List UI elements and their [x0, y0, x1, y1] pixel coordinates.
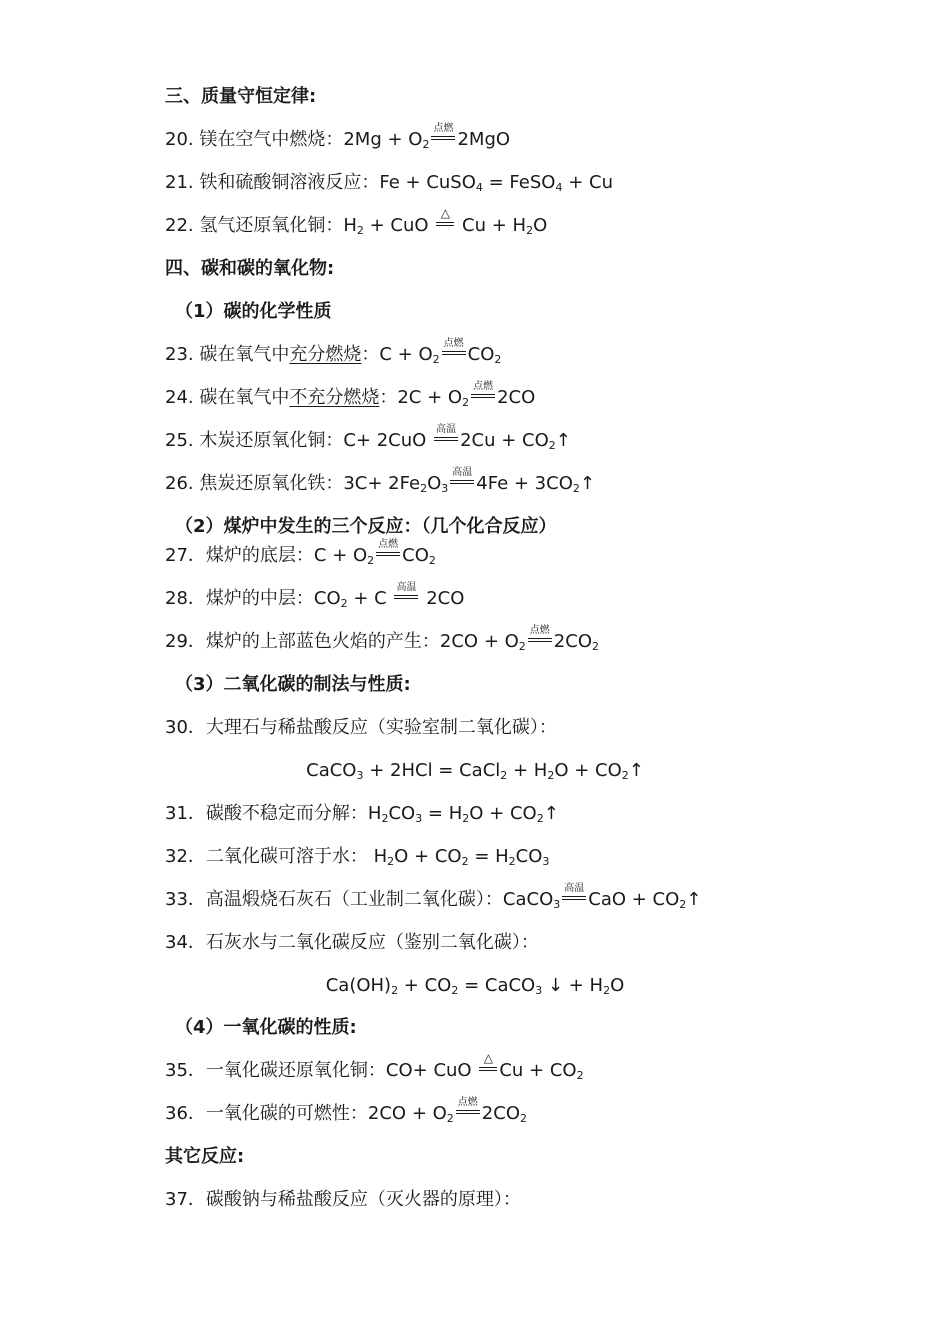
reaction-label: 27．煤炉的底层：	[165, 545, 314, 566]
condition-line	[479, 1067, 497, 1068]
reaction-30-equation	[0, 756, 950, 786]
subscript: 2	[422, 138, 430, 151]
subscript: 2	[536, 812, 544, 825]
reactants: CaCO	[502, 889, 554, 910]
underlined-term: 不充分燃烧	[289, 387, 380, 408]
gas-arrow: ↑	[579, 473, 595, 494]
equation-part: + H	[507, 760, 548, 781]
condition-high-temp	[450, 469, 474, 499]
products: CO	[402, 545, 429, 566]
condition-ignite	[528, 627, 552, 657]
condition-line	[431, 139, 455, 140]
subscript: 2	[432, 353, 440, 366]
products: 2CO	[481, 1103, 520, 1124]
equation-part: CaCO	[306, 760, 357, 781]
condition-line	[450, 483, 474, 484]
condition-ignite	[456, 1099, 480, 1129]
subscript: 2	[603, 984, 611, 997]
colon: ：	[379, 387, 398, 408]
subscript: 2	[451, 984, 459, 997]
section-heading-carbon: 四、碳和碳的氧化物:	[165, 258, 335, 279]
condition-line	[528, 638, 552, 639]
subscript: 2	[621, 769, 629, 782]
subscript: 3	[535, 984, 543, 997]
condition-line	[450, 480, 474, 481]
reactants: 2C + O	[397, 387, 463, 408]
subscript: 2	[387, 855, 395, 868]
subscript: 3	[441, 482, 449, 495]
subscript: 2	[461, 855, 469, 868]
subscript: 2	[367, 554, 375, 567]
condition-ignite	[471, 383, 495, 413]
reaction-label: 24. 碳在氧气中	[165, 387, 290, 408]
reaction-36	[165, 1099, 890, 1129]
condition-line	[562, 899, 586, 900]
reaction-22	[165, 206, 890, 241]
condition-text: 点燃	[457, 1097, 478, 1108]
equation-part: CO	[388, 803, 416, 824]
condition-high-temp	[562, 885, 586, 915]
products: Cu + CO	[499, 1060, 577, 1081]
condition-text: △	[483, 1051, 493, 1065]
condition-line	[562, 896, 586, 897]
subscript: 3	[553, 898, 561, 911]
reaction-label: 31．碳酸不稳定而分解：	[165, 803, 368, 824]
colon: ：	[361, 344, 380, 365]
reaction-34-label: 34．石灰水与二氧化碳反应（鉴别二氧化碳）：	[165, 932, 539, 953]
reaction-31	[165, 799, 890, 829]
products: 4Fe + 3CO	[476, 473, 573, 494]
condition-line	[471, 397, 495, 398]
equation-part: ↓ + H	[542, 975, 604, 996]
subscript: 2	[500, 769, 508, 782]
equation-part: O + CO	[554, 760, 622, 781]
reaction-label: 25. 木炭还原氧化铜：	[165, 430, 344, 451]
subscript: 2	[356, 224, 364, 237]
products: 2MgO	[457, 129, 511, 150]
underlined-term: 充分燃烧	[289, 344, 362, 365]
condition-text: 高温	[452, 467, 473, 478]
reactants: O	[427, 473, 442, 494]
reaction-label: 22. 氢气还原氧化铜：	[165, 215, 344, 236]
subscript: 2	[526, 224, 534, 237]
reaction-label: 20. 镁在空气中燃烧：	[165, 129, 344, 150]
subscript: 3	[542, 855, 550, 868]
subscript: 2	[462, 812, 470, 825]
subscript: 2	[592, 640, 599, 653]
reaction-23	[165, 340, 890, 370]
condition-line	[479, 1070, 497, 1071]
subsection-heading-furnace: （2）煤炉中发生的三个反应：（几个化合反应）	[175, 516, 557, 537]
condition-line	[436, 222, 454, 223]
condition-line	[376, 552, 400, 553]
equation-part: + CuO	[363, 215, 435, 236]
subsection-heading-co: （4）一氧化碳的性质:	[175, 1017, 357, 1038]
equation-part: O	[533, 215, 548, 236]
equation-part: = H	[422, 803, 463, 824]
reaction-27	[165, 541, 890, 571]
condition-line	[442, 351, 466, 352]
subscript: 3	[415, 812, 423, 825]
reactants: 3C+ 2Fe	[343, 473, 421, 494]
condition-line	[456, 1110, 480, 1111]
subscript: 4	[475, 181, 483, 194]
condition-text: 点燃	[473, 381, 494, 392]
reaction-37-label: 37．碳酸钠与稀盐酸反应（灭火器的原理）：	[165, 1189, 521, 1210]
subscript: 2	[576, 1069, 584, 1082]
condition-text: 点燃	[443, 338, 464, 349]
reactants: C + O	[379, 344, 433, 365]
condition-heat	[479, 1051, 497, 1086]
subsection-heading-carbon-chemistry: （1）碳的化学性质	[175, 301, 332, 322]
gas-arrow: ↑	[628, 760, 644, 781]
equation-part: Cu + H	[456, 215, 527, 236]
equation-part: = H	[468, 846, 509, 867]
equation-part: H	[343, 215, 357, 236]
products: 2Cu + CO	[460, 430, 549, 451]
condition-text: 高温	[436, 424, 457, 435]
reactants: CO	[313, 588, 341, 609]
reaction-label: 26. 焦炭还原氧化铁：	[165, 473, 344, 494]
reaction-24	[165, 383, 890, 413]
reactants: 2CO + O	[367, 1103, 447, 1124]
reaction-34-equation	[0, 971, 950, 1001]
subscript: 4	[555, 181, 563, 194]
condition-line	[471, 394, 495, 395]
condition-line	[456, 1113, 480, 1114]
reaction-28	[165, 584, 890, 614]
equation-part: + 2HCl = CaCl	[363, 760, 501, 781]
reaction-label: 28．煤炉的中层：	[165, 588, 314, 609]
equation-part: CO	[515, 846, 543, 867]
equation-part: H	[367, 803, 382, 824]
condition-ignite	[442, 340, 466, 370]
products: 2CO	[553, 631, 592, 652]
condition-line	[434, 437, 458, 438]
condition-line	[434, 440, 458, 441]
equation-part: Fe + CuSO	[379, 172, 476, 193]
subscript: 2	[508, 855, 516, 868]
reaction-20	[165, 125, 890, 155]
condition-line	[436, 225, 454, 226]
equation-part: + CO	[398, 975, 452, 996]
reaction-label: 21. 铁和硫酸铜溶液反应：	[165, 172, 380, 193]
condition-text: 高温	[396, 582, 417, 593]
gas-arrow: ↑	[686, 889, 702, 910]
reaction-25	[165, 426, 890, 456]
products: 2CO	[497, 387, 536, 408]
equation-part: H	[373, 846, 388, 867]
condition-text: 点燃	[529, 625, 550, 636]
reaction-label: 29．煤炉的上部蓝色火焰的产生：	[165, 631, 440, 652]
equation-part: = FeSO	[482, 172, 556, 193]
subscript: 3	[356, 769, 364, 782]
reaction-35	[165, 1051, 890, 1086]
subscript: 2	[520, 1112, 527, 1125]
subscript: 2	[572, 482, 580, 495]
subscript: 2	[679, 898, 687, 911]
equation-part: Ca(OH)	[325, 975, 392, 996]
equation-part: O + CO	[394, 846, 462, 867]
condition-text: 点燃	[433, 123, 454, 134]
section-heading-mass-conservation: 三、质量守恒定律:	[165, 86, 317, 107]
subscript: 2	[462, 396, 470, 409]
reactants: + C	[347, 588, 393, 609]
condition-line	[528, 641, 552, 642]
reaction-label: 35．一氧化碳还原氧化铜：	[165, 1060, 386, 1081]
subscript: 2	[446, 1112, 454, 1125]
condition-heat	[436, 206, 454, 241]
reaction-label: 36．一氧化碳的可燃性：	[165, 1103, 368, 1124]
reactants: C + O	[313, 545, 368, 566]
subscript: 2	[547, 769, 555, 782]
condition-line	[431, 136, 455, 137]
condition-high-temp	[394, 584, 418, 614]
equation-part: = CaCO	[458, 975, 536, 996]
reaction-26	[165, 469, 890, 499]
condition-text: △	[440, 206, 450, 220]
reactants: C+ 2CuO	[343, 430, 433, 451]
products: 2CO	[420, 588, 465, 609]
reaction-32	[165, 842, 890, 872]
condition-line	[394, 595, 418, 596]
condition-text: 点燃	[378, 539, 399, 550]
gas-arrow: ↑	[555, 430, 571, 451]
reactants: CO+ CuO	[385, 1060, 478, 1081]
reaction-label: 23. 碳在氧气中	[165, 344, 290, 365]
subsection-heading-co2: （3）二氧化碳的制法与性质:	[175, 674, 411, 695]
products: CaO + CO	[588, 889, 680, 910]
gas-arrow: ↑	[543, 803, 559, 824]
condition-ignite	[376, 541, 400, 571]
subscript: 2	[340, 597, 348, 610]
reaction-33	[165, 885, 890, 915]
subscript: 2	[494, 353, 502, 366]
condition-line	[394, 598, 418, 599]
subscript: 2	[420, 482, 428, 495]
condition-text: 高温	[564, 883, 585, 894]
condition-line	[376, 555, 400, 556]
reaction-30-label: 30．大理石与稀盐酸反应（实验室制二氧化碳）：	[165, 717, 557, 738]
reaction-29	[165, 627, 890, 657]
equation-part: O + CO	[469, 803, 537, 824]
condition-high-temp	[434, 426, 458, 456]
products: CO	[467, 344, 495, 365]
reaction-21	[165, 168, 890, 198]
subscript: 2	[391, 984, 399, 997]
subscript: 2	[381, 812, 389, 825]
equation-part: + Cu	[562, 172, 613, 193]
reactants: 2Mg + O	[343, 129, 423, 150]
reactants: 2CO + O	[439, 631, 519, 652]
condition-line	[442, 354, 466, 355]
reaction-label: 33．高温煅烧石灰石（工业制二氧化碳）：	[165, 889, 503, 910]
subscript: 2	[518, 640, 526, 653]
reaction-label: 32．二氧化碳可溶于水：	[165, 846, 374, 867]
equation-part: O	[610, 975, 625, 996]
section-heading-other: 其它反应:	[165, 1146, 245, 1167]
subscript: 2	[428, 554, 436, 567]
condition-ignite	[431, 125, 455, 155]
subscript: 2	[548, 439, 556, 452]
